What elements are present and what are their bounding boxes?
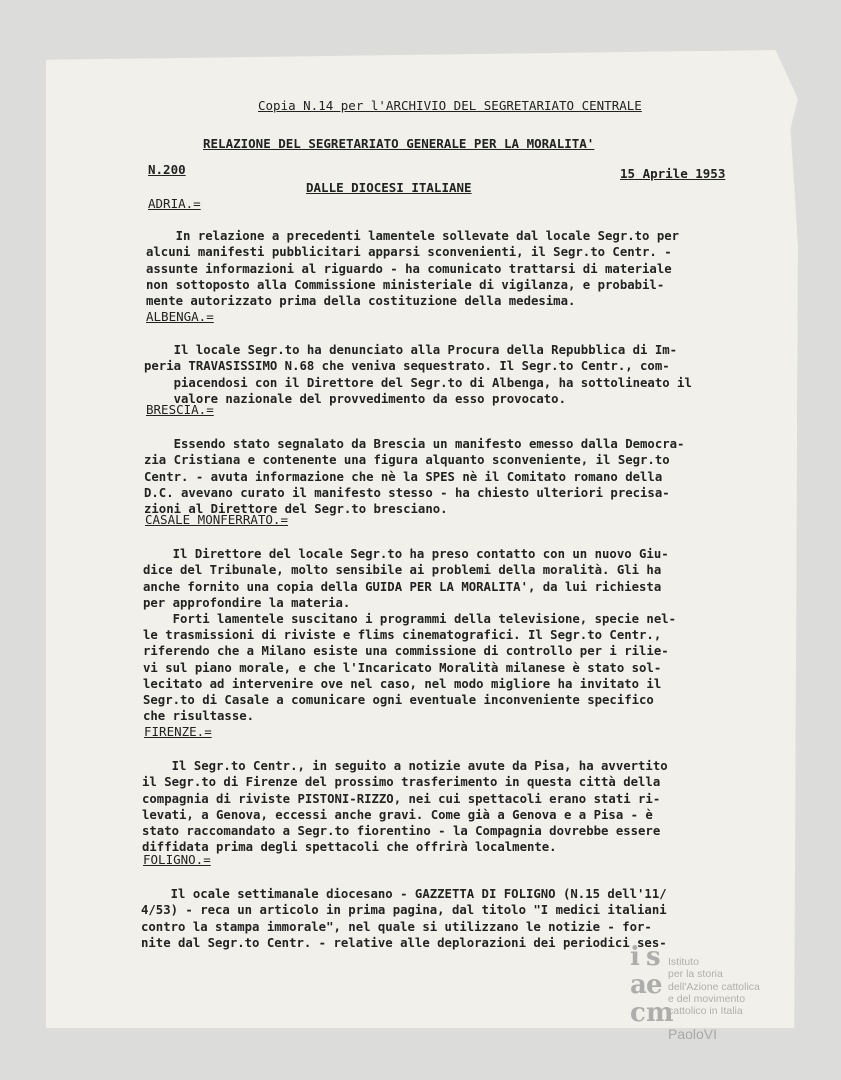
text-line: Il Segr.to Centr., in seguito a notizie avute da Pisa, ha avvertito [142,759,668,774]
logo-text-line: dell'Azione cattolica [668,980,760,993]
text-line: riferendo che a Milano esiste una commissione di controllo per i rilie- [143,644,669,659]
text-line: zia Cristiana e contenente una figura alquanto sconveniente, il Segr.to [144,453,670,468]
section-body-foligno [141,870,667,967]
report-date: 15 Aprile 1953 [620,166,726,181]
logo-text-line: per la storia [668,968,723,981]
section-body-adria [146,212,679,325]
text-line: il Segr.to di Firenze del prossimo trasferimento in questa città della [142,775,661,790]
institute-watermark-logo [628,942,768,1042]
text-line: vi sul piano morale, e che l'Incaricato Moralità milanese è stato sol- [143,660,662,675]
text-line: levati, a Genova, eccessi anche gravi. Come già a Genova e a Pisa - è [142,807,653,822]
text-line: Il Direttore del locale Segr.to ha preso contatto con un nuovo Giu- [143,547,669,562]
text-line: Il ocale settimanale diocesano - GAZZETTA DI FOLIGNO (N.15 dell'11/ [141,887,667,902]
section-body-casale-monferrato [143,530,676,741]
logo-letter: a [630,970,647,1000]
text-line: dice del Tribunale, molto sensibile ai problemi della moralità. Gli ha [143,563,662,578]
text-line: Essendo stato segnalato da Brescia un manifesto emesso dalla Democra- [144,437,685,452]
section-title-brescia: BRESCIA.= [146,402,214,417]
text-line: mente autorizzato prima della costituzione della medesima. [146,294,576,309]
text-line: 4/53) - reca un articolo in prima pagina, dal titolo "I medici italiani [141,903,667,918]
logo-paolo-text: PaoloVI [668,1026,718,1042]
section-title-casale-monferrato: CASALE MONFERRATO.= [145,512,288,527]
section-title-albenga: ALBENGA.= [146,309,214,324]
text-line: alcuni manifesti pubblicitari apparsi sconvenienti, il Segr.to Centr. - [146,245,672,260]
text-line: che risultasse. [143,709,255,724]
text-line: zioni al Direttore del Segr.to bresciano. [144,502,448,517]
section-body-firenze [142,742,668,872]
logo-text-line: cattolico in Italia [668,1005,743,1018]
text-line: Centr. - avuta informazione che nè la SPES nè il Comitato romano della [144,469,663,484]
section-title-foligno: FOLIGNO.= [143,852,211,867]
text-line: diffidata prima degli spettacoli che offrirà localmente. [142,840,557,855]
logo-letter: c [630,998,646,1028]
text-line: contro la stampa immorale", nel quale si utilizzano le notizie - for- [141,919,652,934]
text-line: peria TRAVASISSIMO N.68 che veniva sequestrato. Il Segr.to Centr., com- [144,359,670,374]
text-line: Forti lamentele suscitano i programmi della televisione, specie nel- [143,612,677,627]
text-line: non sottoposto alla Commissione ministeriale di vigilanza, e probabil- [146,277,665,292]
text-line: lecitato ad intervenire ove nel caso, nel modo migliore ha invitato il [143,676,662,691]
section-title-adria: ADRIA.= [148,196,201,211]
text-line: stato raccomandato a Segr.to fiorentino - la Compagnia dovrebbe essere [142,824,661,839]
logo-letter: i [630,942,640,972]
text-line: nite dal Segr.to Centr. - relative alle deplorazioni dei periodici ses- [141,935,667,950]
text-line: D.C. avevano curato il manifesto stesso - ha chiesto ulteriori precisa- [144,485,670,500]
report-number: N.200 [148,162,186,177]
text-line: Segr.to di Casale a comunicare ogni eventuale inconveniente specifico [143,693,654,708]
text-line: piacendosi con il Direttore del Segr.to di Albenga, ha sottolineato il [144,375,692,390]
report-title: RELAZIONE DEL SEGRETARIATO GENERALE PER LA MORALITA' [203,136,595,151]
report-subtitle: DALLE DIOCESI ITALIANE [306,180,472,195]
text-line: Il locale Segr.to ha denunciato alla Procura della Repubblica di Im- [144,343,678,358]
section-body-albenga [144,326,692,423]
text-line: In relazione a precedenti lamentele sollevate dal locale Segr.to per [146,229,680,244]
logo-letter: m [646,998,674,1028]
section-title-firenze: FIRENZE.= [144,724,212,739]
logo-text-line: e del movimento [668,992,746,1005]
archive-copy-line: Copia N.14 per l'ARCHIVIO DEL SEGRETARIATO CENTRALE [258,98,642,113]
logo-letter: e [646,970,663,1000]
logo-text-line: Istituto [668,956,699,969]
text-line: assunte informazioni al riguardo - ha comunicato trattarsi di materiale [146,261,672,276]
text-line: per approfondire la materia. [143,595,351,610]
text-line: compagnia di riviste PISTONI-RIZZO, nei cui spettacoli erano stati ri- [142,791,661,806]
text-line: le trasmissioni di riviste e flims cinematografici. Il Segr.to Centr., [143,628,662,643]
logo-letter: s [646,942,661,972]
text-line: valore nazionale del provvedimento da esso provocato. [144,391,566,406]
text-line: anche fornito una copia della GUIDA PER LA MORALITA', da lui richiesta [143,579,662,594]
